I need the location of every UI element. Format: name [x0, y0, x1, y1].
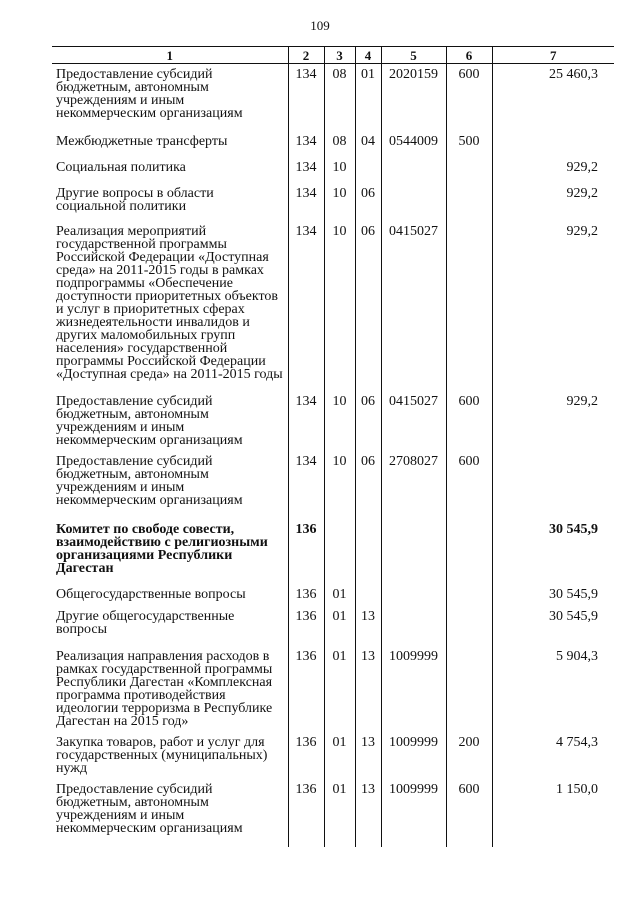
amount: 30 545,9: [492, 606, 614, 646]
item-name: Социальная политика: [56, 160, 186, 175]
item-name: Комитет по свободе совести, взаимодействию с религиозными организациями Республики Дагестан: [56, 522, 268, 576]
target-code: [381, 519, 446, 584]
subsection-code: [355, 584, 381, 606]
target-code: 1009999: [381, 779, 446, 847]
target-code: 2708027: [381, 451, 446, 519]
table-row: [52, 183, 614, 221]
expense-type-code: 500: [446, 131, 492, 157]
admin-code: 134: [288, 221, 324, 391]
table-row: [52, 64, 614, 132]
section-code: 01: [324, 732, 355, 779]
section-code: 10: [324, 157, 355, 183]
table-row: [52, 391, 614, 451]
expense-type-code: [446, 646, 492, 732]
target-code: [381, 157, 446, 183]
item-name: Предоставление субсидий бюджетным, автономным учреждениям и иным некоммерческим организациям: [56, 782, 243, 836]
expense-type-code: 200: [446, 732, 492, 779]
admin-code: 136: [288, 606, 324, 646]
section-code: 01: [324, 646, 355, 732]
table-row: [52, 221, 614, 391]
subsection-code: 13: [355, 646, 381, 732]
item-name: Другие общегосударственные вопросы: [56, 609, 235, 637]
table-row: [52, 519, 614, 584]
item-name: Общегосударственные вопросы: [56, 587, 246, 602]
item-name: Предоставление субсидий бюджетным, автономным учреждениям и иным некоммерческим организациям: [56, 67, 243, 121]
item-name: Реализация мероприятий государственной программы Российской Федерации «Доступная среда» на 2011-2015 годы в рамках подпрограммы «Обеспечение доступности приоритетных объектов и услуг в приоритетных сферах жизнедеятельности инвалидов и других маломобильных групп населения» государственной программы Российской Федерации «Доступная среда» на 2011-2015 годы: [56, 224, 283, 382]
amount: 4 754,3: [492, 732, 614, 779]
table-row: [52, 131, 614, 157]
subsection-code: 13: [355, 779, 381, 847]
expense-type-code: [446, 584, 492, 606]
target-code: [381, 183, 446, 221]
target-code: 1009999: [381, 646, 446, 732]
subsection-code: 04: [355, 131, 381, 157]
subsection-code: 13: [355, 732, 381, 779]
section-code: 08: [324, 64, 355, 132]
section-code: [324, 519, 355, 584]
page-number: 109: [310, 18, 330, 33]
section-code: 10: [324, 183, 355, 221]
table-row: [52, 451, 614, 519]
target-code: 1009999: [381, 732, 446, 779]
amount: 30 545,9: [492, 584, 614, 606]
subsection-code: 06: [355, 451, 381, 519]
header-col-5: 5: [381, 47, 446, 64]
admin-code: 134: [288, 391, 324, 451]
target-code: 2020159: [381, 64, 446, 132]
expense-type-code: [446, 183, 492, 221]
target-code: [381, 584, 446, 606]
table-row: [52, 646, 614, 732]
amount: 929,2: [492, 221, 614, 391]
expense-type-code: 600: [446, 391, 492, 451]
admin-code: 136: [288, 732, 324, 779]
subsection-code: 06: [355, 183, 381, 221]
table-row: [52, 584, 614, 606]
table-header: [52, 47, 614, 64]
amount: [492, 451, 614, 519]
admin-code: 134: [288, 183, 324, 221]
expense-type-code: [446, 519, 492, 584]
expense-type-code: [446, 606, 492, 646]
table-body: [52, 64, 614, 848]
target-code: 0415027: [381, 221, 446, 391]
amount: 5 904,3: [492, 646, 614, 732]
subsection-code: 01: [355, 64, 381, 132]
target-code: [381, 606, 446, 646]
item-name: Другие вопросы в области социальной политики: [56, 186, 214, 214]
item-name: Предоставление субсидий бюджетным, автономным учреждениям и иным некоммерческим организациям: [56, 394, 243, 448]
admin-code: 136: [288, 584, 324, 606]
admin-code: 134: [288, 451, 324, 519]
admin-code: 134: [288, 157, 324, 183]
subsection-code: 13: [355, 606, 381, 646]
amount: 25 460,3: [492, 64, 614, 132]
admin-code: 134: [288, 131, 324, 157]
budget-table: [52, 46, 614, 847]
section-code: 01: [324, 584, 355, 606]
section-code: 08: [324, 131, 355, 157]
amount: [492, 131, 614, 157]
amount: 929,2: [492, 391, 614, 451]
section-code: 10: [324, 451, 355, 519]
admin-code: 136: [288, 646, 324, 732]
amount: 1 150,0: [492, 779, 614, 847]
table-row: [52, 732, 614, 779]
amount: 929,2: [492, 157, 614, 183]
header-col-3: 3: [324, 47, 355, 64]
section-code: 01: [324, 606, 355, 646]
table-row: [52, 779, 614, 847]
admin-code: 136: [288, 779, 324, 847]
section-code: 10: [324, 221, 355, 391]
amount: 30 545,9: [492, 519, 614, 584]
header-col-1: 1: [52, 47, 288, 64]
item-name: Закупка товаров, работ и услуг для государственных (муниципальных) нужд: [56, 735, 268, 776]
section-code: 01: [324, 779, 355, 847]
header-row: [52, 47, 614, 64]
amount: 929,2: [492, 183, 614, 221]
expense-type-code: [446, 221, 492, 391]
expense-type-code: 600: [446, 779, 492, 847]
header-col-6: 6: [446, 47, 492, 64]
subsection-code: [355, 519, 381, 584]
table-row: [52, 157, 614, 183]
subsection-code: 06: [355, 391, 381, 451]
header-col-7: 7: [492, 47, 614, 64]
item-name: Реализация направления расходов в рамках государственной программы Республики Дагестан «Комплексная программа противодействия идеологии терроризма в Республике Дагестан на 2015 год»: [56, 649, 273, 729]
subsection-code: [355, 157, 381, 183]
expense-type-code: 600: [446, 451, 492, 519]
admin-code: 134: [288, 64, 324, 132]
target-code: 0415027: [381, 391, 446, 451]
target-code: 0544009: [381, 131, 446, 157]
admin-code: 136: [288, 519, 324, 584]
section-code: 10: [324, 391, 355, 451]
item-name: Предоставление субсидий бюджетным, автономным учреждениям и иным некоммерческим организациям: [56, 454, 243, 508]
header-col-4: 4: [355, 47, 381, 64]
expense-type-code: [446, 157, 492, 183]
subsection-code: 06: [355, 221, 381, 391]
table-row: [52, 606, 614, 646]
item-name: Межбюджетные трансферты: [56, 134, 228, 149]
expense-type-code: 600: [446, 64, 492, 132]
header-col-2: 2: [288, 47, 324, 64]
